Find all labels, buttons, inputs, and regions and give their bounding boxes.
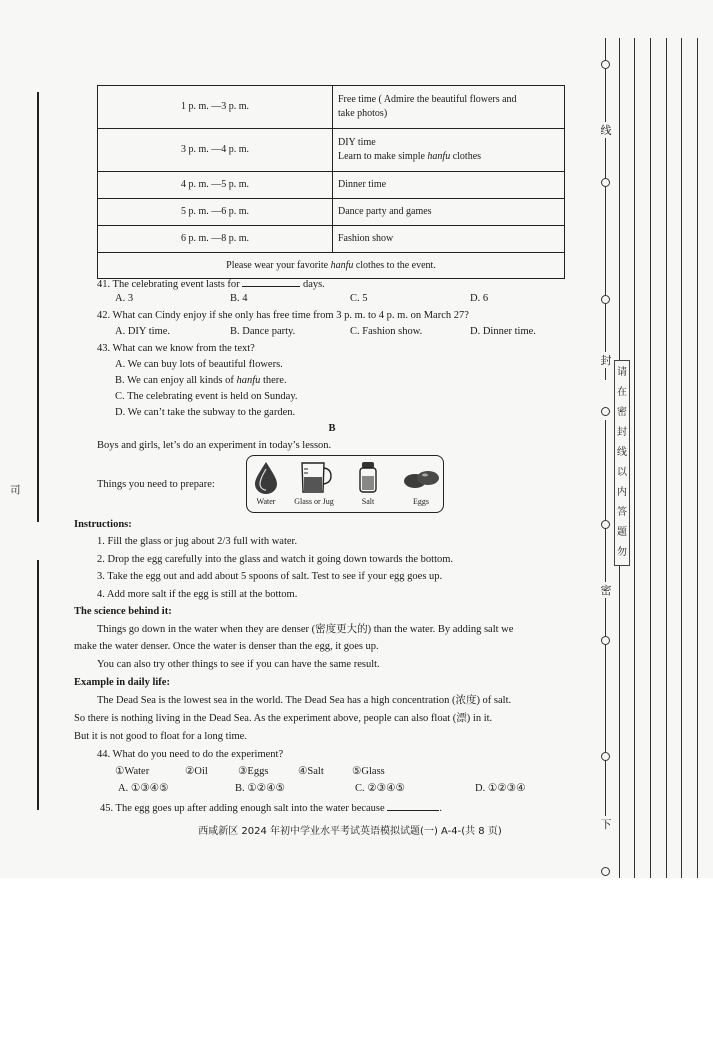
seal-circle bbox=[601, 60, 610, 69]
question-42: 42. What can Cindy enjoy if she only has free time from 3 p. m. to 4 p. m. on March 27? bbox=[97, 310, 469, 321]
daily-life-line-1: The Dead Sea is the lowest sea in the world. The Dead Sea has a high concentration (浓度) of salt. bbox=[97, 695, 512, 706]
daily-life-line-2: So there is nothing living in the Dead Sea. As the experiment above, people can also float (漂) in it. bbox=[74, 713, 493, 724]
q43-option-d: D. We can’t take the subway to the garden. bbox=[115, 407, 296, 418]
instruction-2: 2. Drop the egg carefully into the glass and watch it going down towards the bottom. bbox=[97, 554, 454, 565]
table-row bbox=[98, 253, 565, 279]
q43-option-b: B. We can enjoy all kinds of hanfu there. bbox=[115, 375, 287, 386]
seal-circle bbox=[601, 752, 610, 761]
table-row bbox=[98, 226, 565, 253]
seal-circle bbox=[601, 178, 610, 187]
salt-shaker-icon bbox=[343, 459, 393, 495]
activity-cell: Dance party and games bbox=[333, 199, 565, 226]
item-water: Water bbox=[241, 459, 291, 500]
binding-warning bbox=[614, 360, 630, 566]
left-margin-rule bbox=[37, 92, 39, 522]
q41-option-b: B. 4 bbox=[230, 293, 248, 304]
q44-choice-5: ⑤Glass bbox=[352, 766, 385, 777]
binding-char-xia: 下 bbox=[600, 818, 612, 831]
science-heading: The science behind it: bbox=[74, 606, 172, 617]
q41-option-d: D. 6 bbox=[470, 293, 489, 304]
question-43: 43. What can we know from the text? bbox=[97, 343, 255, 354]
item-eggs: Eggs bbox=[396, 459, 446, 500]
daily-life-heading: Example in daily life: bbox=[74, 677, 170, 688]
activity-cell: Dinner time bbox=[333, 172, 565, 199]
q44-choice-1: ①Water bbox=[115, 766, 150, 777]
q44-option-a: A. ①③④⑤ bbox=[118, 783, 169, 794]
binding-char-feng: 封 bbox=[600, 354, 612, 367]
q44-choice-3: ③Eggs bbox=[238, 766, 269, 777]
left-margin-char: 司 bbox=[10, 485, 21, 496]
answer-blank[interactable] bbox=[387, 800, 439, 811]
question-41: 41. The celebrating event lasts for days. bbox=[97, 276, 325, 292]
table-note: Please wear your favorite hanfu clothes to the event. bbox=[98, 253, 565, 279]
q44-option-c: C. ②③④⑤ bbox=[355, 783, 405, 794]
left-margin-rule-lower bbox=[37, 560, 39, 810]
q42-option-d: D. Dinner time. bbox=[470, 326, 536, 337]
binding-char-xian: 线 bbox=[600, 124, 612, 137]
table-row bbox=[98, 199, 565, 226]
q41-option-c: C. 5 bbox=[350, 293, 368, 304]
q41-option-a: A. 3 bbox=[115, 293, 134, 304]
time-cell: 6 p. m. —8 p. m. bbox=[98, 226, 333, 253]
water-drop-icon bbox=[241, 459, 291, 495]
q43-option-a: A. We can buy lots of beautiful flowers. bbox=[115, 359, 283, 370]
binding-char-mi: 密 bbox=[600, 584, 612, 597]
binding-rule bbox=[666, 38, 667, 878]
seal-circle bbox=[601, 636, 610, 645]
eggs-icon bbox=[396, 459, 446, 495]
time-cell: 4 p. m. —5 p. m. bbox=[98, 172, 333, 199]
section-b-heading: B bbox=[328, 423, 336, 434]
table-row bbox=[98, 86, 565, 129]
seal-circle bbox=[601, 867, 610, 876]
item-jug: Glass or Jug bbox=[289, 459, 339, 500]
seal-circle bbox=[601, 295, 610, 304]
science-paragraph-line-1: Things go down in the water when they are denser (密度更大的) than the water. By adding salt we bbox=[97, 624, 514, 635]
q42-option-c: C. Fashion show. bbox=[350, 326, 423, 337]
q44-option-b: B. ①②④⑤ bbox=[235, 783, 285, 794]
instruction-4: 4. Add more salt if the egg is still at the bottom. bbox=[97, 589, 298, 600]
materials-box bbox=[246, 455, 444, 513]
time-cell: 1 p. m. —3 p. m. bbox=[98, 86, 333, 129]
jug-icon bbox=[289, 459, 339, 495]
science-paragraph-line-2: make the water denser. Once the water is denser than the egg, it goes up. bbox=[74, 641, 379, 652]
q42-option-b: B. Dance party. bbox=[230, 326, 296, 337]
q44-choice-4: ④Salt bbox=[298, 766, 324, 777]
science-paragraph-2: You can also try other things to see if you can have the same result. bbox=[97, 659, 380, 670]
time-cell: 3 p. m. —4 p. m. bbox=[98, 129, 333, 172]
instruction-1: 1. Fill the glass or jug about 2/3 full with water. bbox=[97, 536, 298, 547]
q42-option-a: A. DIY time. bbox=[115, 326, 171, 337]
binding-rule bbox=[697, 38, 698, 878]
answer-blank[interactable] bbox=[242, 276, 300, 287]
daily-life-line-3: But it is not good to float for a long time. bbox=[74, 731, 247, 742]
seal-circle bbox=[601, 520, 610, 529]
table-row bbox=[98, 172, 565, 199]
prepare-label: Things you need to prepare: bbox=[97, 479, 215, 490]
binding-rule bbox=[634, 38, 635, 878]
seal-circle bbox=[601, 407, 610, 416]
time-cell: 5 p. m. —6 p. m. bbox=[98, 199, 333, 226]
activity-cell: Fashion show bbox=[333, 226, 565, 253]
page-footer: 西咸新区 2024 年初中学业水平考试英语模拟试题(一) A-4-(共 8 页) bbox=[198, 826, 502, 837]
activity-cell: DIY time Learn to make simple hanfu clothes bbox=[333, 129, 565, 172]
q44-option-d: D. ①②③④ bbox=[475, 783, 526, 794]
question-44: 44. What do you need to do the experiment? bbox=[97, 749, 284, 760]
q43-option-c: C. The celebrating event is held on Sunday. bbox=[115, 391, 298, 402]
table-row bbox=[98, 129, 565, 172]
binding-rule bbox=[681, 38, 682, 878]
question-45: 45. The egg goes up after adding enough salt into the water because . bbox=[100, 800, 442, 816]
q44-choice-2: ②Oil bbox=[185, 766, 208, 777]
schedule-table bbox=[97, 85, 565, 279]
item-salt: Salt bbox=[343, 459, 393, 500]
instruction-3: 3. Take the egg out and add about 5 spoons of salt. Test to see if your egg goes up. bbox=[97, 571, 443, 582]
binding-rule bbox=[650, 38, 651, 878]
seal-line bbox=[605, 140, 606, 380]
section-b-intro: Boys and girls, let’s do an experiment in today’s lesson. bbox=[97, 440, 332, 451]
binding-warning-text: 请在密封线以内答题勿 bbox=[617, 367, 627, 558]
instructions-heading: Instructions: bbox=[74, 519, 132, 530]
activity-cell: Free time ( Admire the beautiful flowers and take photos) bbox=[333, 86, 565, 129]
